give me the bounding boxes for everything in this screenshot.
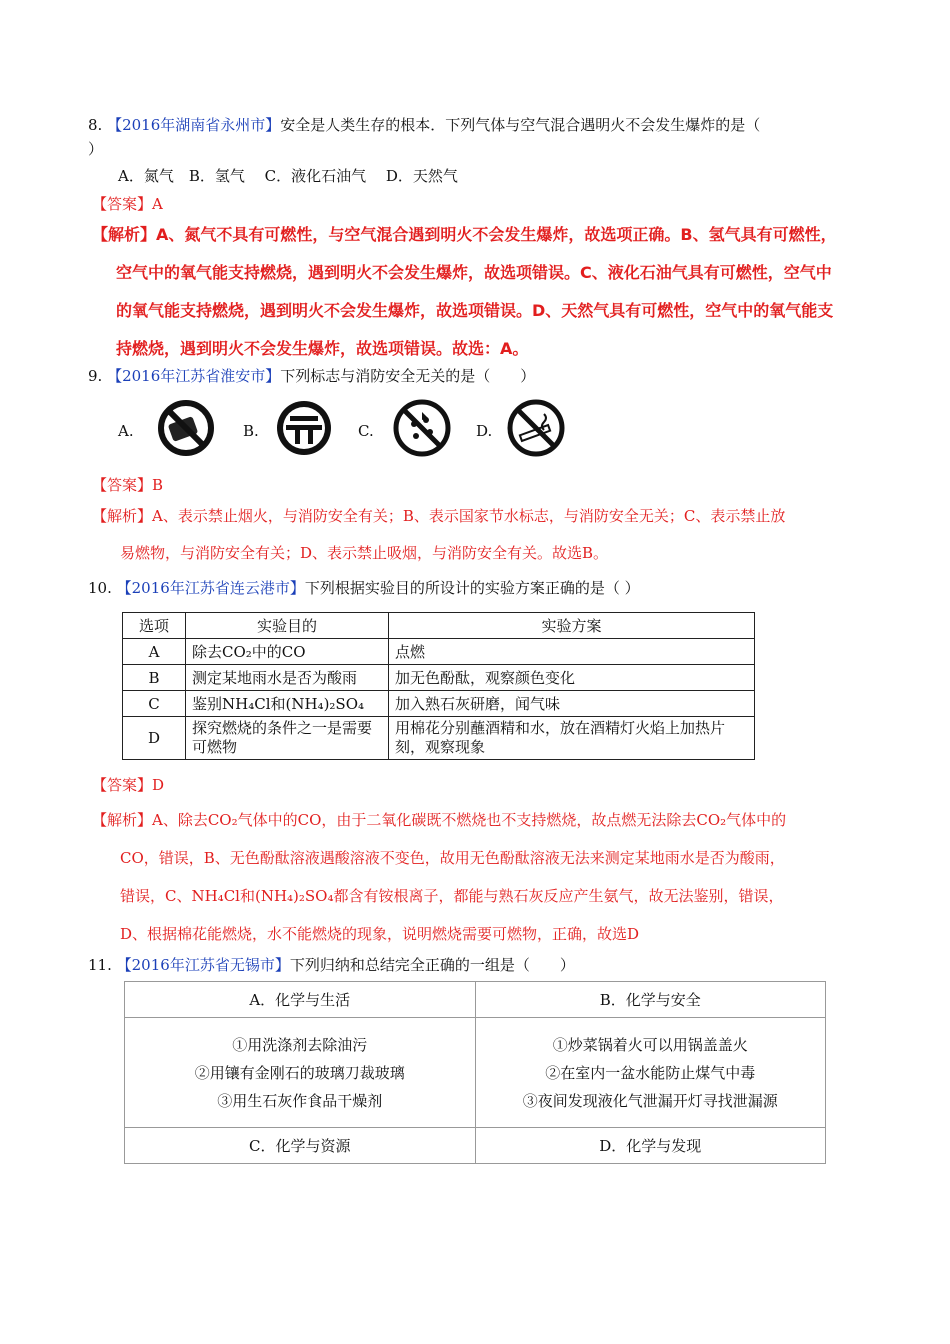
- q8-analysis-3: 的氧气能支持燃烧，遇到明火不会发生爆炸，故选项错误。D、天然气具有可燃性，空气中的氧气能支: [116, 301, 834, 320]
- table-row: [123, 717, 755, 760]
- no-fire-sign-icon: [150, 398, 222, 458]
- list-item: ②用镶有金刚石的玻璃刀裁玻璃: [194, 1063, 405, 1082]
- table-cell: B: [123, 665, 186, 691]
- table-cell: 加无色酚酞，观察颜色变化: [389, 665, 755, 691]
- q10-analysis-1: 【解析】A、除去CO₂气体中的CO，由于二氧化碳既不燃烧也不支持燃烧，故点燃无法除去CO₂气体中的: [92, 811, 787, 829]
- table-header: 选项: [123, 613, 186, 639]
- q8-stem: [88, 115, 760, 135]
- table-header: 实验方案: [389, 613, 755, 639]
- table-cell: 除去CO₂中的CO: [186, 639, 389, 665]
- q9-stem-text: 下列标志与消防安全无关的是（ ）: [280, 367, 536, 385]
- table-row: [125, 982, 826, 1018]
- q10-analysis-3: 错误，C、NH₄Cl和(NH₄)₂SO₄都含有铵根离子，都能与熟石灰反应产生氨气，故无法鉴别，错误，: [120, 887, 784, 905]
- q9-source: 【2016年江苏省淮安市】: [107, 367, 281, 385]
- q8-number: 8.: [88, 116, 103, 134]
- table-row: [125, 1128, 826, 1164]
- table-cell: D: [123, 717, 186, 760]
- q9-label-c: C.: [358, 422, 374, 440]
- q9-stem: [88, 366, 535, 386]
- q9-label-d: D.: [476, 422, 493, 440]
- q9-label-a: A.: [118, 422, 134, 440]
- q10-number: 10.: [88, 579, 112, 597]
- q8-answer: 【答案】A: [92, 195, 163, 213]
- q8-analysis-2: 空气中的氧气能支持燃烧，遇到明火不会发生爆炸，故选项错误。C、液化石油气具有可燃性，空气中: [116, 263, 832, 282]
- table-cell: A: [123, 639, 186, 665]
- q10-analysis-2: CO，错误，B、无色酚酞溶液遇酸溶液不变色，故用无色酚酞溶液无法来测定某地雨水是否为酸雨，: [120, 849, 785, 867]
- q10-analysis-4: D、根据棉花能燃烧，水不能燃烧的现象，说明燃烧需要可燃物，正确，故选D: [120, 925, 640, 943]
- table-header: 实验目的: [186, 613, 389, 639]
- q8-source: 【2016年湖南省永州市】: [107, 116, 281, 134]
- q10-stem: [88, 578, 640, 598]
- no-flammables-sign-icon: [386, 398, 458, 458]
- q9-number: 9.: [88, 367, 103, 385]
- table-cell: D．化学与发现: [475, 1128, 826, 1164]
- q8-options: A．氮气 B．氢气 C．液化石油气 D．天然气: [118, 167, 458, 185]
- q9-label-b: B.: [243, 422, 259, 440]
- table-cell: 用棉花分别蘸酒精和水，放在酒精灯火焰上加热片刻，观察现象: [389, 717, 755, 760]
- table-row: [123, 639, 755, 665]
- q8-analysis-1: 【解析】A、氮气不具有可燃性，与空气混合遇到明火不会发生爆炸，故选项正确。B、氢气具有可燃性，: [92, 225, 837, 244]
- q8-stem-text: 安全是人类生存的根本．下列气体与空气混合遇明火不会发生爆炸的是（: [280, 116, 761, 134]
- q8-analysis-4: 持燃烧，遇到明火不会发生爆炸，故选项错误。故选：A。: [116, 339, 529, 358]
- table-cell: 探究燃烧的条件之一是需要可燃物: [186, 717, 389, 760]
- list-item: ①炒菜锅着火可以用锅盖盖火: [552, 1035, 748, 1054]
- table-cell: B．化学与安全: [475, 982, 826, 1018]
- list-item: ①用洗涤剂去除油污: [232, 1035, 368, 1054]
- q10-answer: 【答案】D: [92, 776, 165, 794]
- table-cell: C: [123, 691, 186, 717]
- q8-stem-end: ）: [88, 140, 104, 158]
- q11-stem: [88, 955, 575, 975]
- q9-answer: 【答案】B: [92, 476, 164, 494]
- no-smoking-sign-icon: [500, 398, 572, 458]
- table-cell: 加入熟石灰研磨，闻气味: [389, 691, 755, 717]
- q9-analysis-1: 【解析】A、表示禁止烟火，与消防安全有关；B、表示国家节水标志，与消防安全无关；C、表示禁止放: [92, 507, 786, 525]
- list-item: ②在室内一盆水能防止煤气中毒: [545, 1063, 756, 1082]
- q10-table: [122, 612, 755, 760]
- table-cell: A．化学与生活: [125, 982, 476, 1018]
- q11-number: 11.: [88, 956, 112, 974]
- table-row: [123, 665, 755, 691]
- table-cell: 鉴别NH₄Cl和(NH₄)₂SO₄: [186, 691, 389, 717]
- q11-source: 【2016年江苏省无锡市】: [116, 956, 290, 974]
- table-cell: C．化学与资源: [125, 1128, 476, 1164]
- table-cell: [475, 1018, 826, 1128]
- q9-analysis-2: 易燃物，与消防安全有关；D、表示禁止吸烟，与消防安全有关。故选B。: [120, 544, 609, 562]
- table-row: [125, 1018, 826, 1128]
- table-row: [123, 613, 755, 639]
- table-cell: [125, 1018, 476, 1128]
- q10-stem-text: 下列根据实验目的所设计的实验方案正确的是（ ）: [304, 579, 640, 597]
- water-saving-sign-icon: [268, 398, 340, 458]
- table-row: [123, 691, 755, 717]
- q11-stem-text: 下列归纳和总结完全正确的一组是（ ）: [289, 956, 575, 974]
- table-cell: 测定某地雨水是否为酸雨: [186, 665, 389, 691]
- q10-source: 【2016年江苏省连云港市】: [116, 579, 305, 597]
- table-cell: 点燃: [389, 639, 755, 665]
- list-item: ③夜间发现液化气泄漏开灯寻找泄漏源: [522, 1091, 778, 1110]
- list-item: ③用生石灰作食品干燥剂: [217, 1091, 383, 1110]
- q11-table: [124, 981, 826, 1164]
